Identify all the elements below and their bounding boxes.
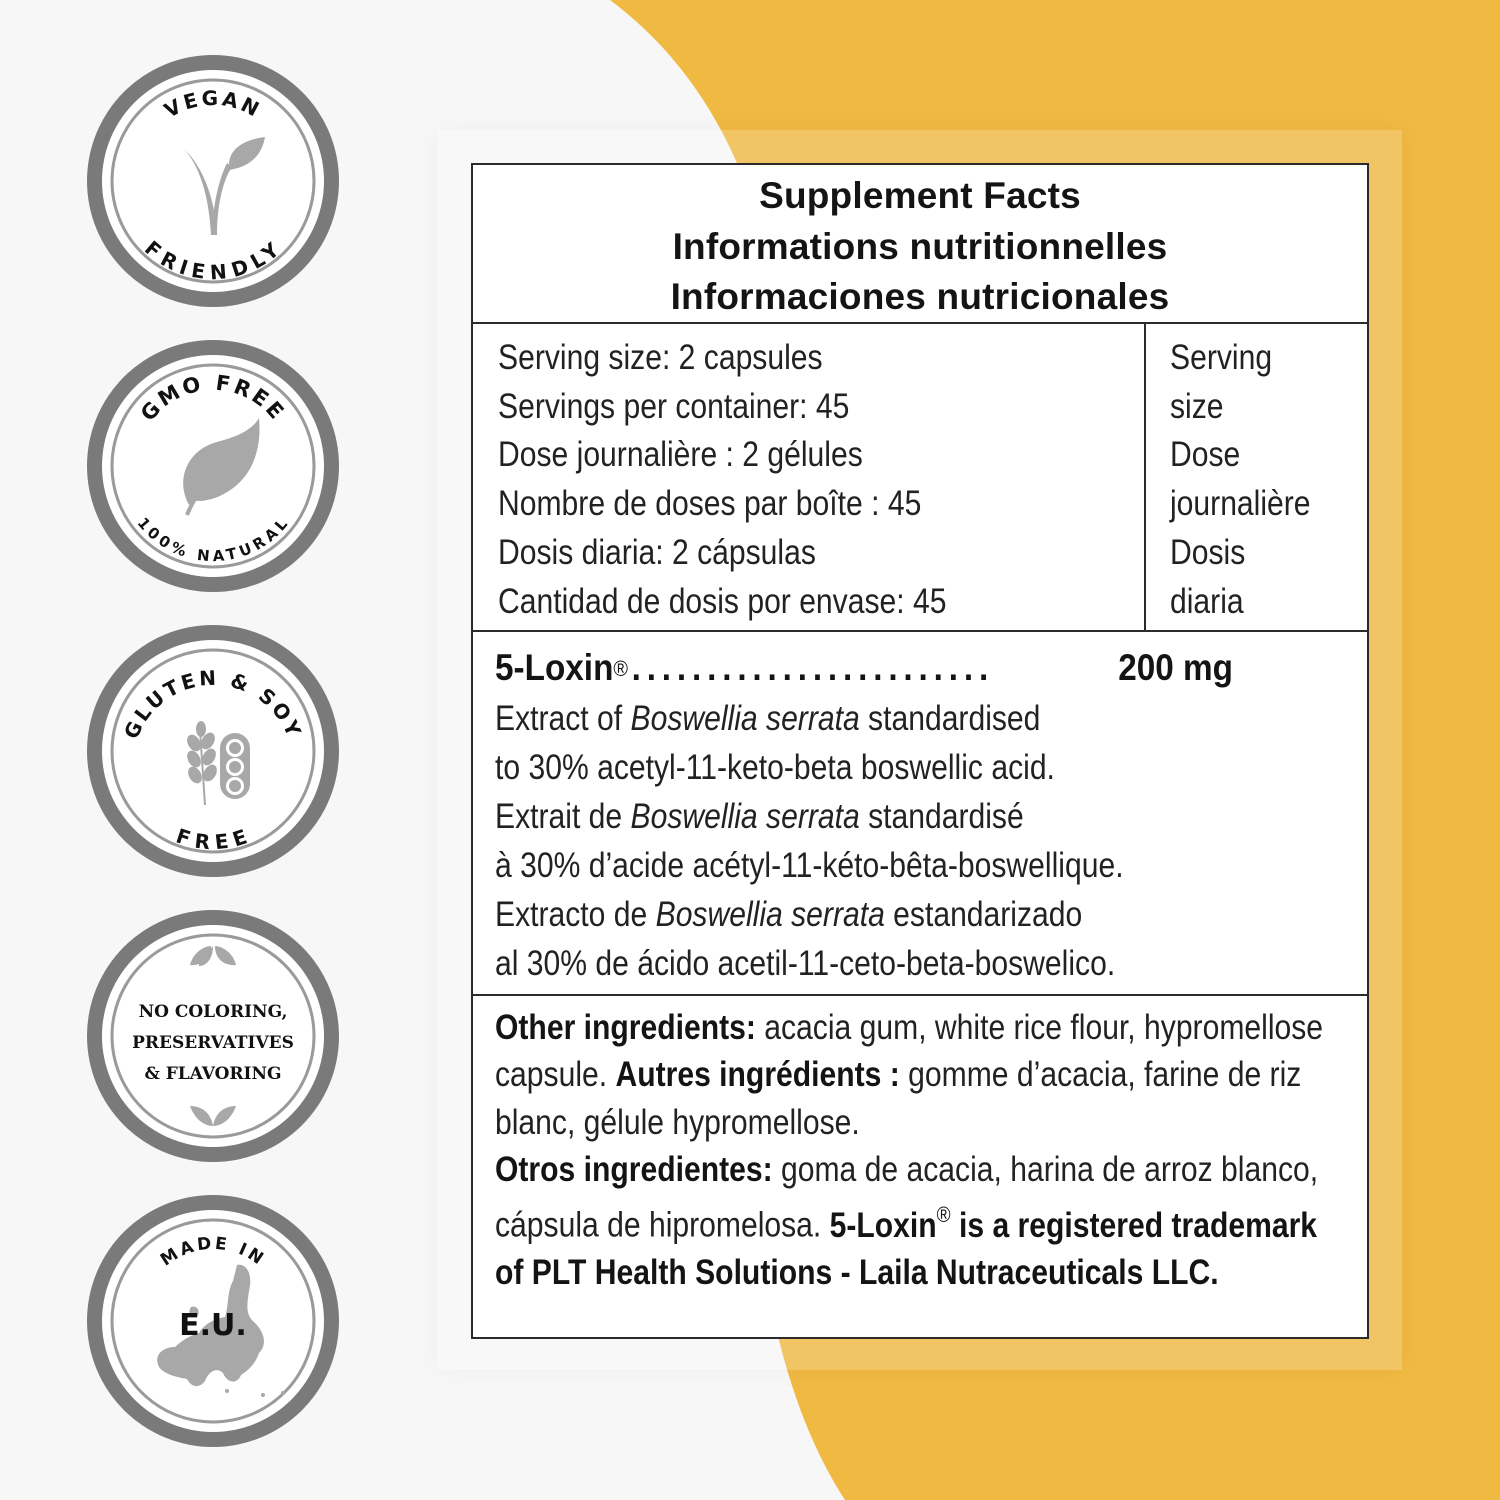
serving-row: Servings per container: 45 (498, 386, 850, 426)
serving-row: Serving size: 2 capsules (498, 338, 823, 377)
other-ingredients-section (473, 996, 1367, 1296)
description-line: à 30% d’acide acétyl-11-kéto-bêta-boswellique. (495, 845, 1124, 885)
description-line: Extract of Boswellia serrata standardised (495, 699, 1041, 738)
serving-row: Nombre de doses par boîte : 45 (498, 484, 922, 524)
badge-top-text: MADE IN (156, 1233, 270, 1271)
badge-gmo-free (87, 340, 339, 592)
column-header-line: Dosis (1170, 532, 1246, 572)
column-header-line: size (1170, 386, 1224, 426)
badge-top-text: GLUTEN & SOY (119, 665, 307, 743)
supplement-facts-table (471, 163, 1369, 1339)
badge-bottom-text: FREE (173, 823, 253, 855)
description-line: to 30% acetyl-11-keto-beta boswellic acid. (495, 747, 1055, 787)
column-header-line: diaria (1170, 581, 1244, 621)
serving-row: Dosis diaria: 2 cápsulas (498, 532, 816, 572)
badge-no-additives (87, 910, 339, 1162)
other-ingredients-text: Other ingredients: acacia gum, white rice flour, hypromellose capsule. Autres ingrédients : gomme d’acacia, farine de riz blanc, gélule hypromellose. Otros ingredientes: goma de acacia, harina de arroz blanco, cápsula de hipromelosa. 5-Loxin® is a registered trademark of PLT Health Solutions - Laila Nutraceuticals LLC. (495, 1008, 1324, 1293)
ingredient-amount: 200 mg (1118, 647, 1233, 688)
active-ingredient-row (495, 646, 1233, 695)
column-header-line: Serving (1170, 338, 1273, 377)
badge-top-text: VEGAN (160, 85, 266, 123)
active-ingredient-section (473, 632, 1367, 996)
serving-column-header (1146, 324, 1367, 630)
badge-line-3: & FLAVORING (144, 1064, 282, 1084)
title-fr: Informations nutritionnelles (672, 225, 1168, 267)
column-header-line: journalière (1170, 484, 1311, 524)
description-line: Extracto de Boswellia serrata estandarizado (495, 894, 1083, 934)
title-es: Informaciones nutricionales (670, 276, 1170, 317)
badge-bottom-text: 100% NATURAL (133, 513, 293, 566)
serving-section (473, 324, 1367, 632)
badge-gluten-soy-free (87, 625, 339, 877)
badge-top-text: GMO FREE (135, 370, 291, 426)
dot-leader: ........................ (631, 647, 995, 688)
badge-vegan-friendly (87, 55, 339, 307)
serving-row: Dose journalière : 2 gélules (498, 435, 863, 475)
description-line: Extrait de Boswellia serrata standardisé (495, 796, 1024, 836)
badge-bottom-text: FRIENDLY (140, 235, 286, 285)
serving-row: Cantidad de dosis por envase: 45 (498, 581, 947, 621)
serving-info (473, 324, 1146, 630)
badge-line-1: NO COLORING, (138, 1002, 288, 1022)
registered-mark: ® (613, 656, 629, 681)
title-en: Supplement Facts (759, 175, 1081, 216)
badge-made-in-eu (87, 1195, 339, 1447)
badge-center-text: E.U. (179, 1308, 247, 1343)
badge-line-2: PRESERVATIVES (132, 1033, 294, 1053)
description-line: al 30% de ácido acetil-11-ceto-beta-boswelico. (495, 943, 1116, 983)
ingredient-name: 5-Loxin (495, 647, 614, 688)
column-header-line: Dose (1170, 435, 1241, 475)
facts-header (473, 165, 1367, 324)
